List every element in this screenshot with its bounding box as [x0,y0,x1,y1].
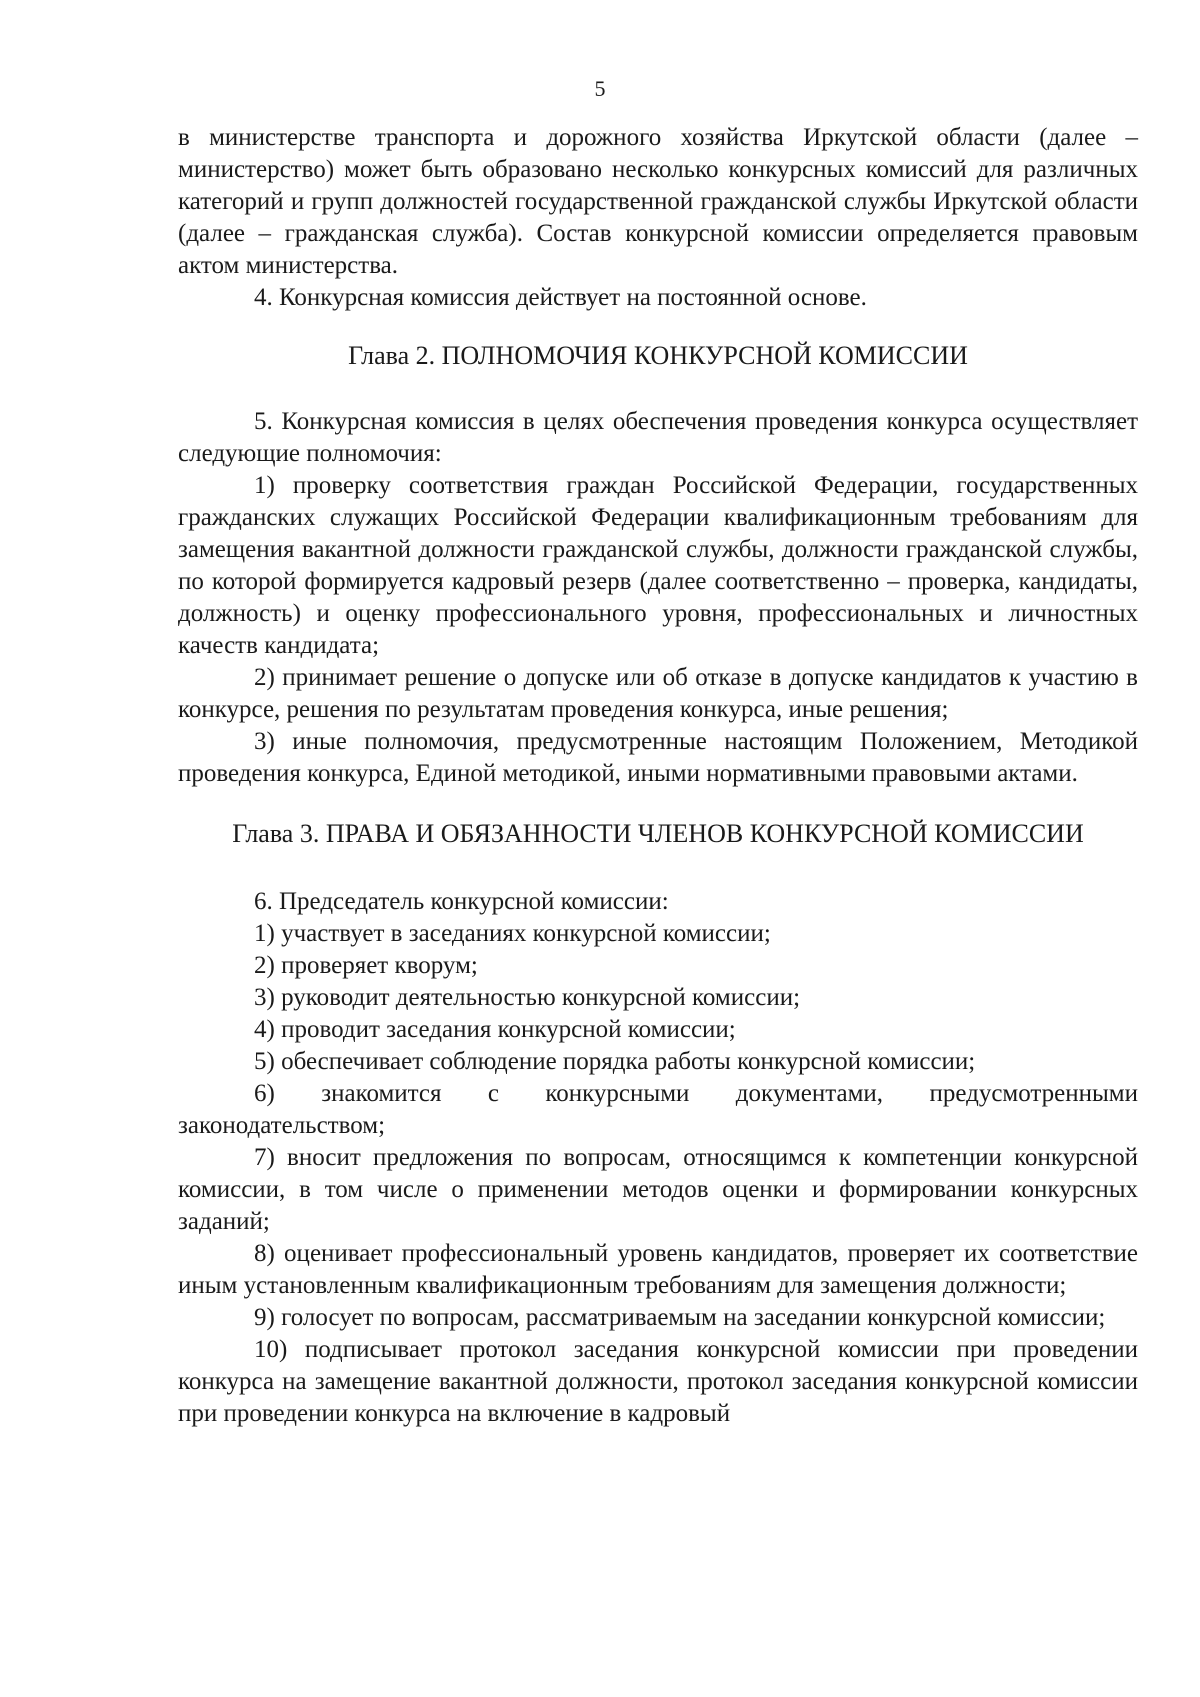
chapter-3-paragraph: 8) оценивает профессиональный уровень кандидатов, проверяет их соответствие иным установленным квалификационным требованиям для замещения должности; [178,1240,1138,1299]
chapter-3-paragraph: 2) проверяет кворум; [254,952,478,979]
chapter-3-paragraph: 1) участвует в заседаниях конкурсной комиссии; [254,920,771,947]
chapter-2-heading: Глава 2. ПОЛНОМОЧИЯ КОНКУРСНОЙ КОМИССИИ [348,341,968,370]
document-body [178,122,1138,1430]
page-number: 5 [594,76,606,101]
chapter-3-paragraph: 6) знакомится с конкурсными документами, предусмотренными законодательством; [178,1080,1138,1139]
chapter-3-paragraph: 5) обеспечивает соблюдение порядка работы конкурсной комиссии; [254,1048,976,1075]
chapter-2-paragraph: 3) иные полномочия, предусмотренные настоящим Положением, Методикой проведения конкурса, Единой методикой, иными нормативными правовыми актами. [178,728,1138,787]
chapter-2-paragraph: 2) принимает решение о допуске или об отказе в допуске кандидатов к участию в конкурсе, решения по результатам проведения конкурса, иные решения; [178,664,1138,723]
chapter-3-paragraph: 10) подписывает протокол заседания конкурсной комиссии при проведении конкурса на замещение вакантной должности, протокол заседания конкурсной комиссии при проведении конкурса на включение в кадровый [178,1336,1138,1427]
intro-paragraph: 4. Конкурсная комиссия действует на постоянной основе. [254,284,867,311]
chapter-3-paragraph: 6. Председатель конкурсной комиссии: [254,888,669,915]
chapter-3-heading: Глава 3. ПРАВА И ОБЯЗАННОСТИ ЧЛЕНОВ КОНКУРСНОЙ КОМИССИИ [232,819,1084,848]
chapter-2-paragraph: 1) проверку соответствия граждан Российской Федерации, государственных гражданских служащих Российской Федерации квалификационным требованиям для замещения вакантной должности гражданской службы, должности гражданской службы, по которой формируется кадровый резерв (далее соответственно – проверка, кандидаты, должность) и оценку профессионального уровня, профессиональных и личностных качеств кандидата; [178,472,1138,659]
chapter-3-paragraph: 3) руководит деятельностью конкурсной комиссии; [254,984,801,1011]
chapter-3-paragraph: 9) голосует по вопросам, рассматриваемым на заседании конкурсной комиссии; [254,1304,1106,1331]
chapter-3-paragraph: 7) вносит предложения по вопросам, относящимся к компетенции конкурсной комиссии, в том числе о применении методов оценки и формировании конкурсных заданий; [178,1144,1138,1235]
chapter-2-paragraph: 5. Конкурсная комиссия в целях обеспечения проведения конкурса осуществляет следующие полномочия: [178,408,1138,467]
intro-paragraph: в министерстве транспорта и дорожного хозяйства Иркутской области (далее – министерство) может быть образовано несколько конкурсных комиссий для различных категорий и групп должностей государственной гражданской службы Иркутской области (далее – гражданская служба). Состав конкурсной комиссии определяется правовым актом министерства. [178,124,1138,279]
chapter-3-paragraph: 4) проводит заседания конкурсной комиссии; [254,1016,736,1043]
